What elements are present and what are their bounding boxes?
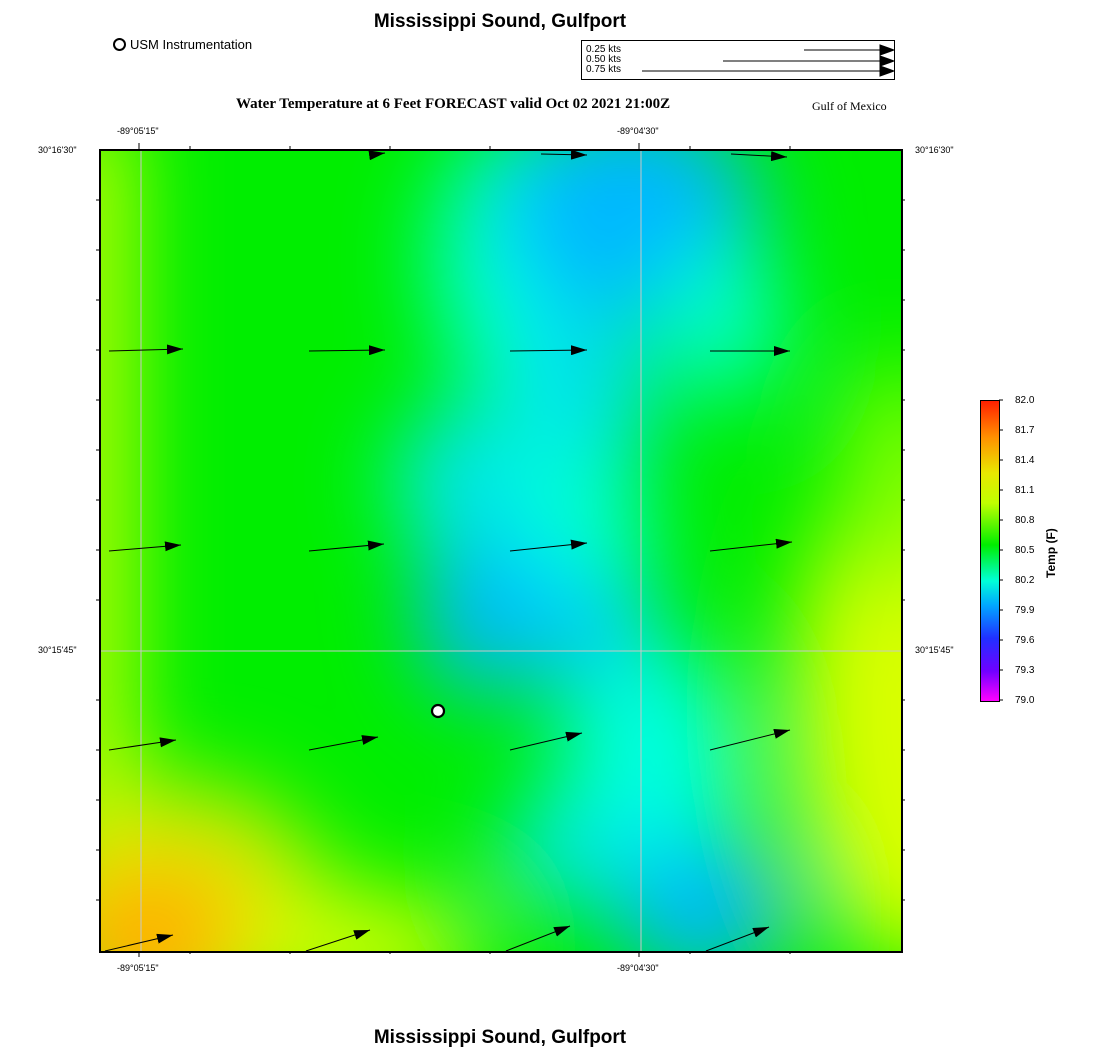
lon-tick-bottom: -89°05'15"	[117, 963, 159, 973]
colorbar-tick: 79.9	[1015, 605, 1035, 616]
lon-tick-top: -89°04'30"	[617, 126, 659, 136]
lat-tick-left: 30°16'30"	[38, 145, 77, 155]
station-legend	[113, 37, 252, 52]
lat-tick-left: 30°15'45"	[38, 645, 77, 655]
colorbar-tick: 81.7	[1015, 425, 1035, 436]
colorbar-tick: 79.3	[1015, 665, 1035, 676]
map-title: Mississippi Sound, Gulfport	[373, 11, 627, 32]
colorbar-tick-marks	[999, 395, 1009, 705]
temperature-field	[101, 151, 901, 951]
colorbar-tick: 79.6	[1015, 635, 1035, 646]
arrow-head-icon	[880, 66, 894, 76]
forecast-subtitle: Water Temperature at 6 Feet FORECAST valid Oct 02 2021 21:00Z	[236, 96, 671, 112]
colorbar-tick: 81.4	[1015, 455, 1035, 466]
arrow-head-icon	[880, 45, 894, 55]
colorbar-tick: 82.0	[1015, 395, 1035, 406]
station-legend-label: USM Instrumentation	[130, 37, 253, 52]
lon-tick-top: -89°05'15"	[117, 126, 159, 136]
colorbar-tick: 80.2	[1015, 575, 1035, 586]
usm-station-marker	[432, 705, 444, 717]
colorbar-tick: 80.8	[1015, 515, 1035, 526]
temperature-colorbar	[980, 400, 1000, 702]
temperature-map[interactable]	[99, 149, 903, 953]
lat-tick-right: 30°15'45"	[915, 645, 954, 655]
colorbar-tick: 79.0	[1015, 695, 1035, 706]
speed-legend-label: 0.50 kts	[586, 54, 622, 65]
lat-tick-right: 30°16'30"	[915, 145, 954, 155]
colorbar-title: Temp (F)	[1044, 528, 1058, 578]
colorbar-tick: 81.1	[1015, 485, 1035, 496]
region-label: Gulf of Mexico	[812, 99, 887, 113]
station-circle-icon	[113, 38, 126, 51]
speed-legend-label: 0.75 kts	[586, 64, 622, 75]
speed-legend-arrows	[582, 41, 894, 79]
lon-tick-bottom: -89°04'30"	[617, 963, 659, 973]
speed-legend-label: 0.25 kts	[586, 44, 622, 55]
arrow-head-icon	[880, 56, 894, 66]
footer-title: Mississippi Sound, Gulfport	[373, 1027, 627, 1048]
colorbar-tick: 80.5	[1015, 545, 1035, 556]
speed-legend	[581, 40, 895, 80]
